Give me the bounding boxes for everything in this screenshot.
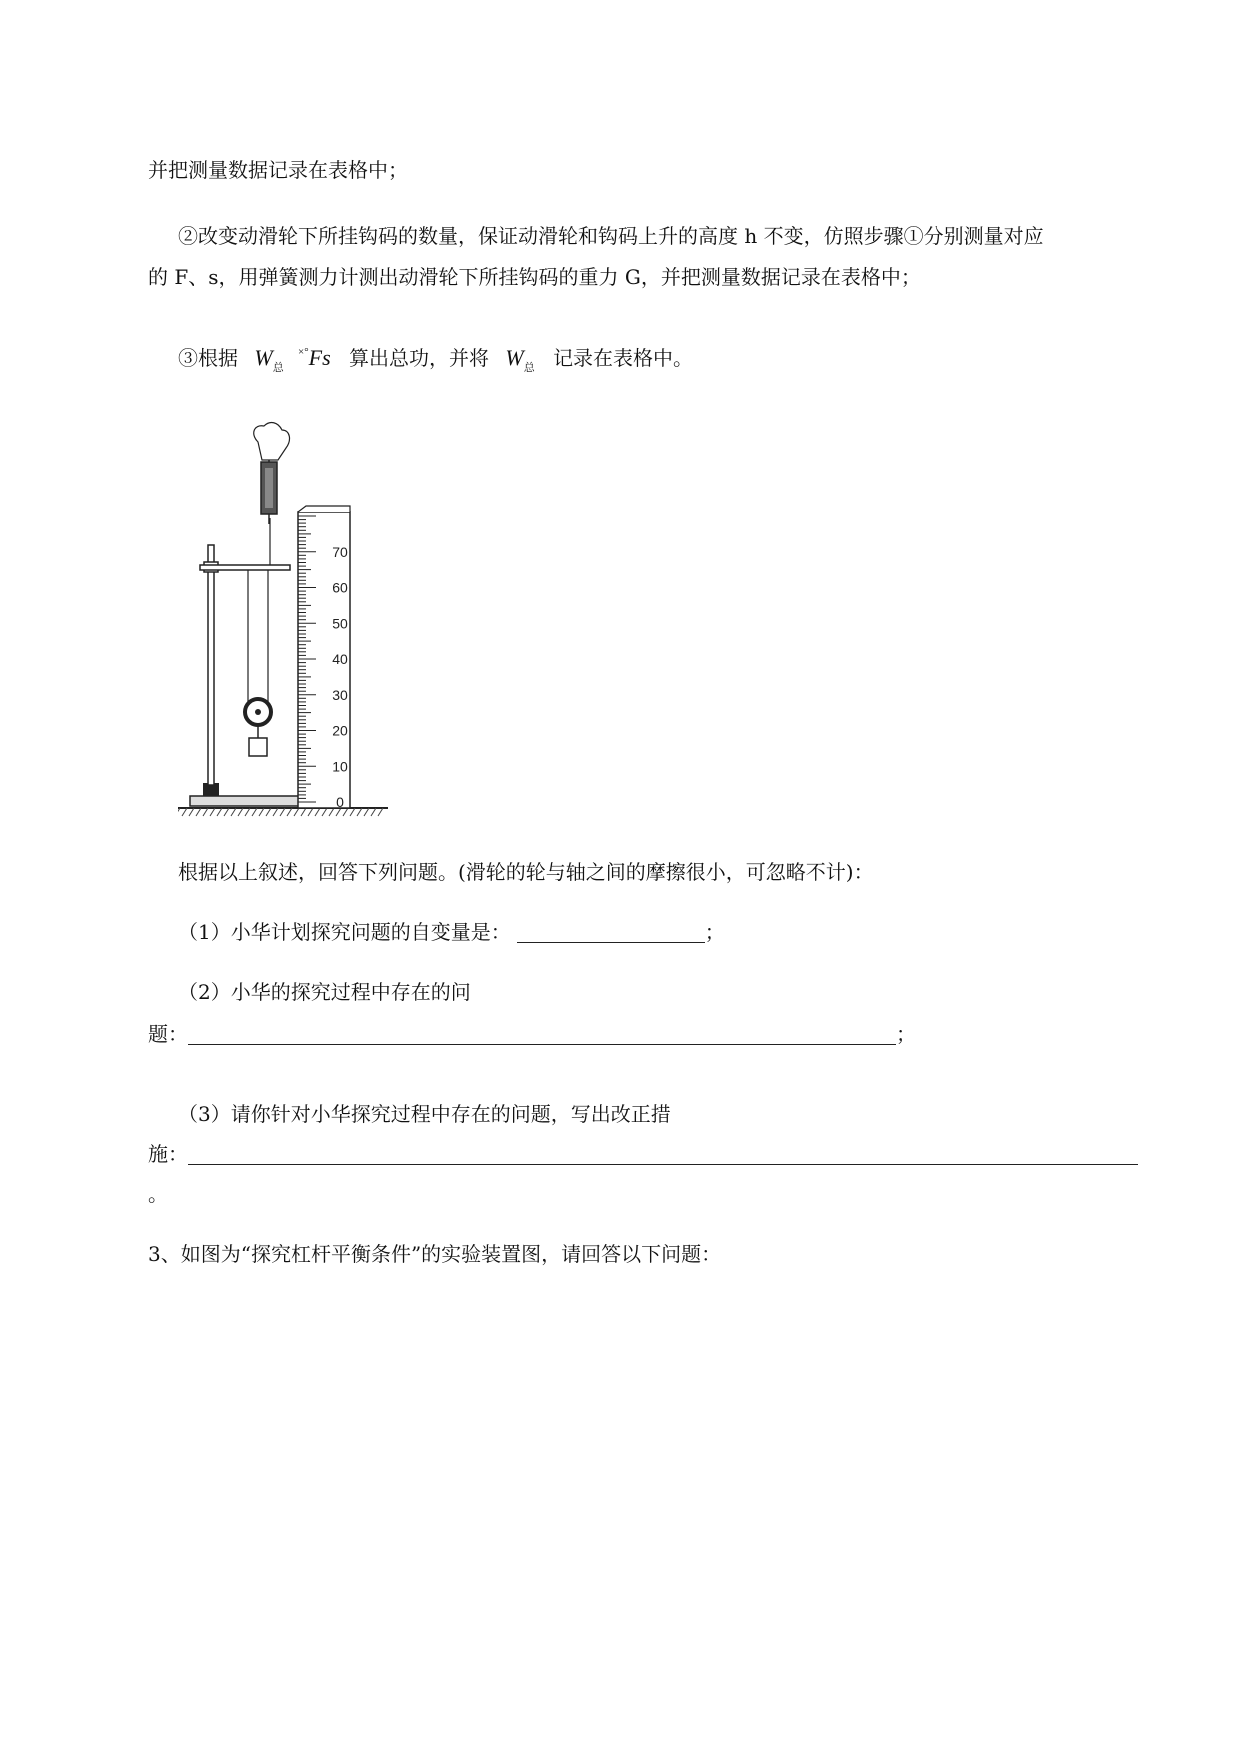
answer-blank-2[interactable]: [188, 1022, 896, 1045]
pulley-apparatus-figure: [178, 420, 398, 824]
text-line-1: 并把测量数据记录在表格中；: [148, 158, 408, 182]
question-3: （3）请你针对小华探究过程中存在的问题，写出改正措: [178, 1102, 671, 1126]
ground-hatch: [294, 808, 299, 816]
ground-hatch: [378, 808, 383, 816]
ruler-top-bevel: [298, 506, 350, 512]
ground-hatch: [364, 808, 369, 816]
step-3-text-b: 算出总功，并将: [349, 346, 490, 370]
horizontal-bar: [200, 565, 290, 570]
ground-hatch: [329, 808, 334, 816]
ground-hatch: [350, 808, 355, 816]
question-1-text: （1）小华计划探究问题的自变量是：: [178, 920, 511, 944]
question-3-end: 。: [148, 1182, 168, 1206]
hook-weight: [249, 738, 267, 756]
ground-hatch: [231, 808, 236, 816]
ground-hatch: [178, 808, 180, 816]
ground-hatch: [224, 808, 229, 816]
spring-scale-window: [265, 468, 273, 508]
question-2-cont-text: 题：: [148, 1022, 188, 1046]
ground-hatch: [322, 808, 327, 816]
question-2-cont: [148, 1020, 916, 1048]
ruler-label: 0: [336, 794, 344, 810]
ruler-label: 70: [332, 543, 348, 560]
answer-blank-1[interactable]: [517, 920, 705, 943]
question-2-end: ；: [896, 1022, 916, 1046]
question-3-cont: [148, 1140, 1138, 1168]
ground-hatch: [371, 808, 376, 816]
step-2-line: ②改变动滑轮下所挂钩码的数量，保证动滑轮和钩码上升的高度 h 不变，仿照步骤①分别测量对应: [178, 224, 1044, 248]
formula-w-total: $W_总$: [254, 345, 284, 374]
stand-base: [190, 796, 302, 806]
formula-eq: ×°Fs: [298, 345, 331, 370]
step-3-text-c: 记录在表格中。: [553, 346, 694, 370]
ruler-label: 40: [332, 651, 348, 667]
ruler-label: 30: [332, 686, 348, 703]
step-2-line-cont: 的 F、s，用弹簧测力计测出动滑轮下所挂钩码的重力 G，并把测量数据记录在表格中；: [148, 265, 921, 289]
pulley-axle: [255, 709, 261, 715]
ruler-label: 20: [332, 722, 348, 739]
ground-hatch: [266, 808, 271, 816]
ruler-label: 10: [332, 758, 348, 775]
answer-blank-3[interactable]: [188, 1142, 1138, 1165]
intro-line: 根据以上叙述，回答下列问题。(滑轮的轮与轴之间的摩擦很小，可忽略不计)：: [178, 860, 874, 884]
ground-hatch: [308, 808, 313, 816]
ground-hatch: [182, 808, 187, 816]
ground-hatch: [196, 808, 201, 816]
step-3-line: [178, 338, 693, 382]
ground-hatch: [189, 808, 194, 816]
ground-hatch: [203, 808, 208, 816]
question-1-end: ；: [704, 920, 725, 944]
ground-hatch: [280, 808, 285, 816]
ruler-label: 60: [332, 579, 348, 596]
ground-hatch: [287, 808, 292, 816]
ruler-label: 50: [332, 615, 348, 632]
question-2: （2）小华的探究过程中存在的问: [178, 980, 471, 1004]
ground-hatch: [238, 808, 243, 816]
ground-hatch: [210, 808, 215, 816]
ground-hatch: [217, 808, 222, 816]
question-3-cont-text: 施：: [148, 1142, 188, 1166]
hand-icon: [254, 423, 290, 460]
formula-w-total-2: $W_总$: [505, 345, 535, 374]
step-3-text-a: ③根据: [178, 346, 238, 370]
ground-hatch: [273, 808, 278, 816]
ground-hatch: [252, 808, 257, 816]
question-1: [178, 918, 725, 946]
ground-hatch: [259, 808, 264, 816]
ground-hatch: [301, 808, 306, 816]
ground-hatch: [315, 808, 320, 816]
ground-hatch: [245, 808, 250, 816]
stand-rod: [208, 545, 214, 785]
ground-hatch: [357, 808, 362, 816]
question-next: 3、如图为“探究杠杆平衡条件”的实验装置图，请回答以下问题：: [148, 1242, 722, 1266]
